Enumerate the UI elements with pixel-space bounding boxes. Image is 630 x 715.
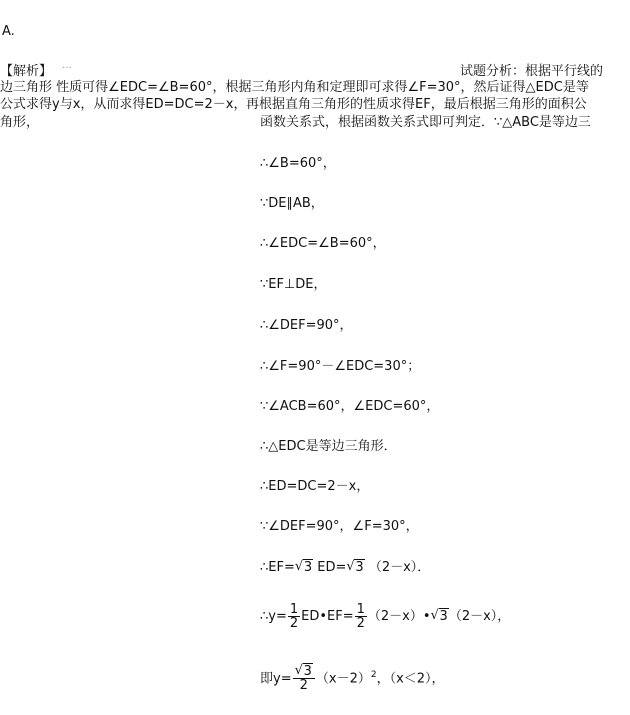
sqrt-3-c-value: 3 [439,609,448,624]
fraction-1-numerator: 1 [289,602,299,617]
y-text-b: ED•EF= [301,609,354,624]
sqrt-3-b-value: 3 [355,560,364,575]
step-8: ∴△EDC是等边三角形． [260,439,397,454]
answer-label: A. [2,24,15,39]
fraction-1-denominator: 2 [289,616,299,631]
step-5: ∴∠DEF=90°， [260,318,353,333]
step-4: ∵EF⊥DE， [260,277,327,292]
sqrt-3-a-value: 3 [303,560,313,575]
analysis-line-2a: 公式求得y与x，从而求得ED=DC=2－x， [0,97,247,112]
y-text-c: （2－x）• [367,609,431,624]
step-7: ∵∠ACB=60°，∠EDC=60°， [260,399,440,414]
ef-text-c: （2－x）． [368,560,431,575]
step-9: ∴ED=DC=2－x， [260,479,370,494]
y-text-a: ∴y= [260,609,287,624]
sqrt-3-c: √ 3 [430,608,448,624]
fraction-half-2 [355,603,367,630]
analysis-right-head: 试题分析：根据平行线的 [460,64,604,79]
fraction-half-1 [288,603,300,630]
final-text-c: ，（x＜2）， [376,671,445,687]
ef-equation [260,560,430,576]
analysis-label: 【解析】 [0,64,53,79]
final-equation [260,659,445,695]
step-2: ∵DE∥AB， [260,196,324,211]
step-3: ∴∠EDC=∠B=60°， [260,236,386,251]
final-text-b: （x－2） [315,671,371,687]
analysis-line-3a: 角形， [0,115,40,130]
sqrt-3-d: √ 3 [294,663,312,680]
y-text-d: （2－x）， [448,609,511,624]
analysis-line-1: 边三角形 性质可得∠EDC=∠B=60°，根据三角形内角和定理即可求得∠F=30°，然后证得△EDC是等 [0,80,589,95]
final-fraction-denominator: 2 [299,678,308,694]
ef-text-a: ∴EF= [260,560,295,575]
y-equation [260,603,510,631]
final-fraction-numerator [293,665,315,679]
analysis-line-3b: 函数关系式，根据函数关系式即可判定．∵△ABC是等边三 [260,115,591,130]
analysis-line-2b: 再根据直角三角形的性质求得EF，最后根据三角形的面积公 [246,97,587,112]
step-1: ∴∠B=60°， [260,156,336,171]
sqrt-3-d-value: 3 [303,664,312,680]
final-exponent: 2 [370,670,377,680]
fraction-sqrt3-over-2 [293,665,315,692]
step-10: ∵∠DEF=90°，∠F=30°， [260,519,419,534]
sqrt-3-b: √ 3 [346,559,364,575]
fraction-2-numerator: 1 [356,602,365,617]
sqrt-3-a: √ 3 [294,559,313,575]
ef-text-b: ED= [317,560,347,575]
fraction-2-denominator: 2 [356,616,365,631]
step-6: ∴∠F=90°－∠EDC=30°； [260,359,421,374]
faint-mark: … [62,60,72,71]
final-text-a: 即y= [260,671,292,687]
